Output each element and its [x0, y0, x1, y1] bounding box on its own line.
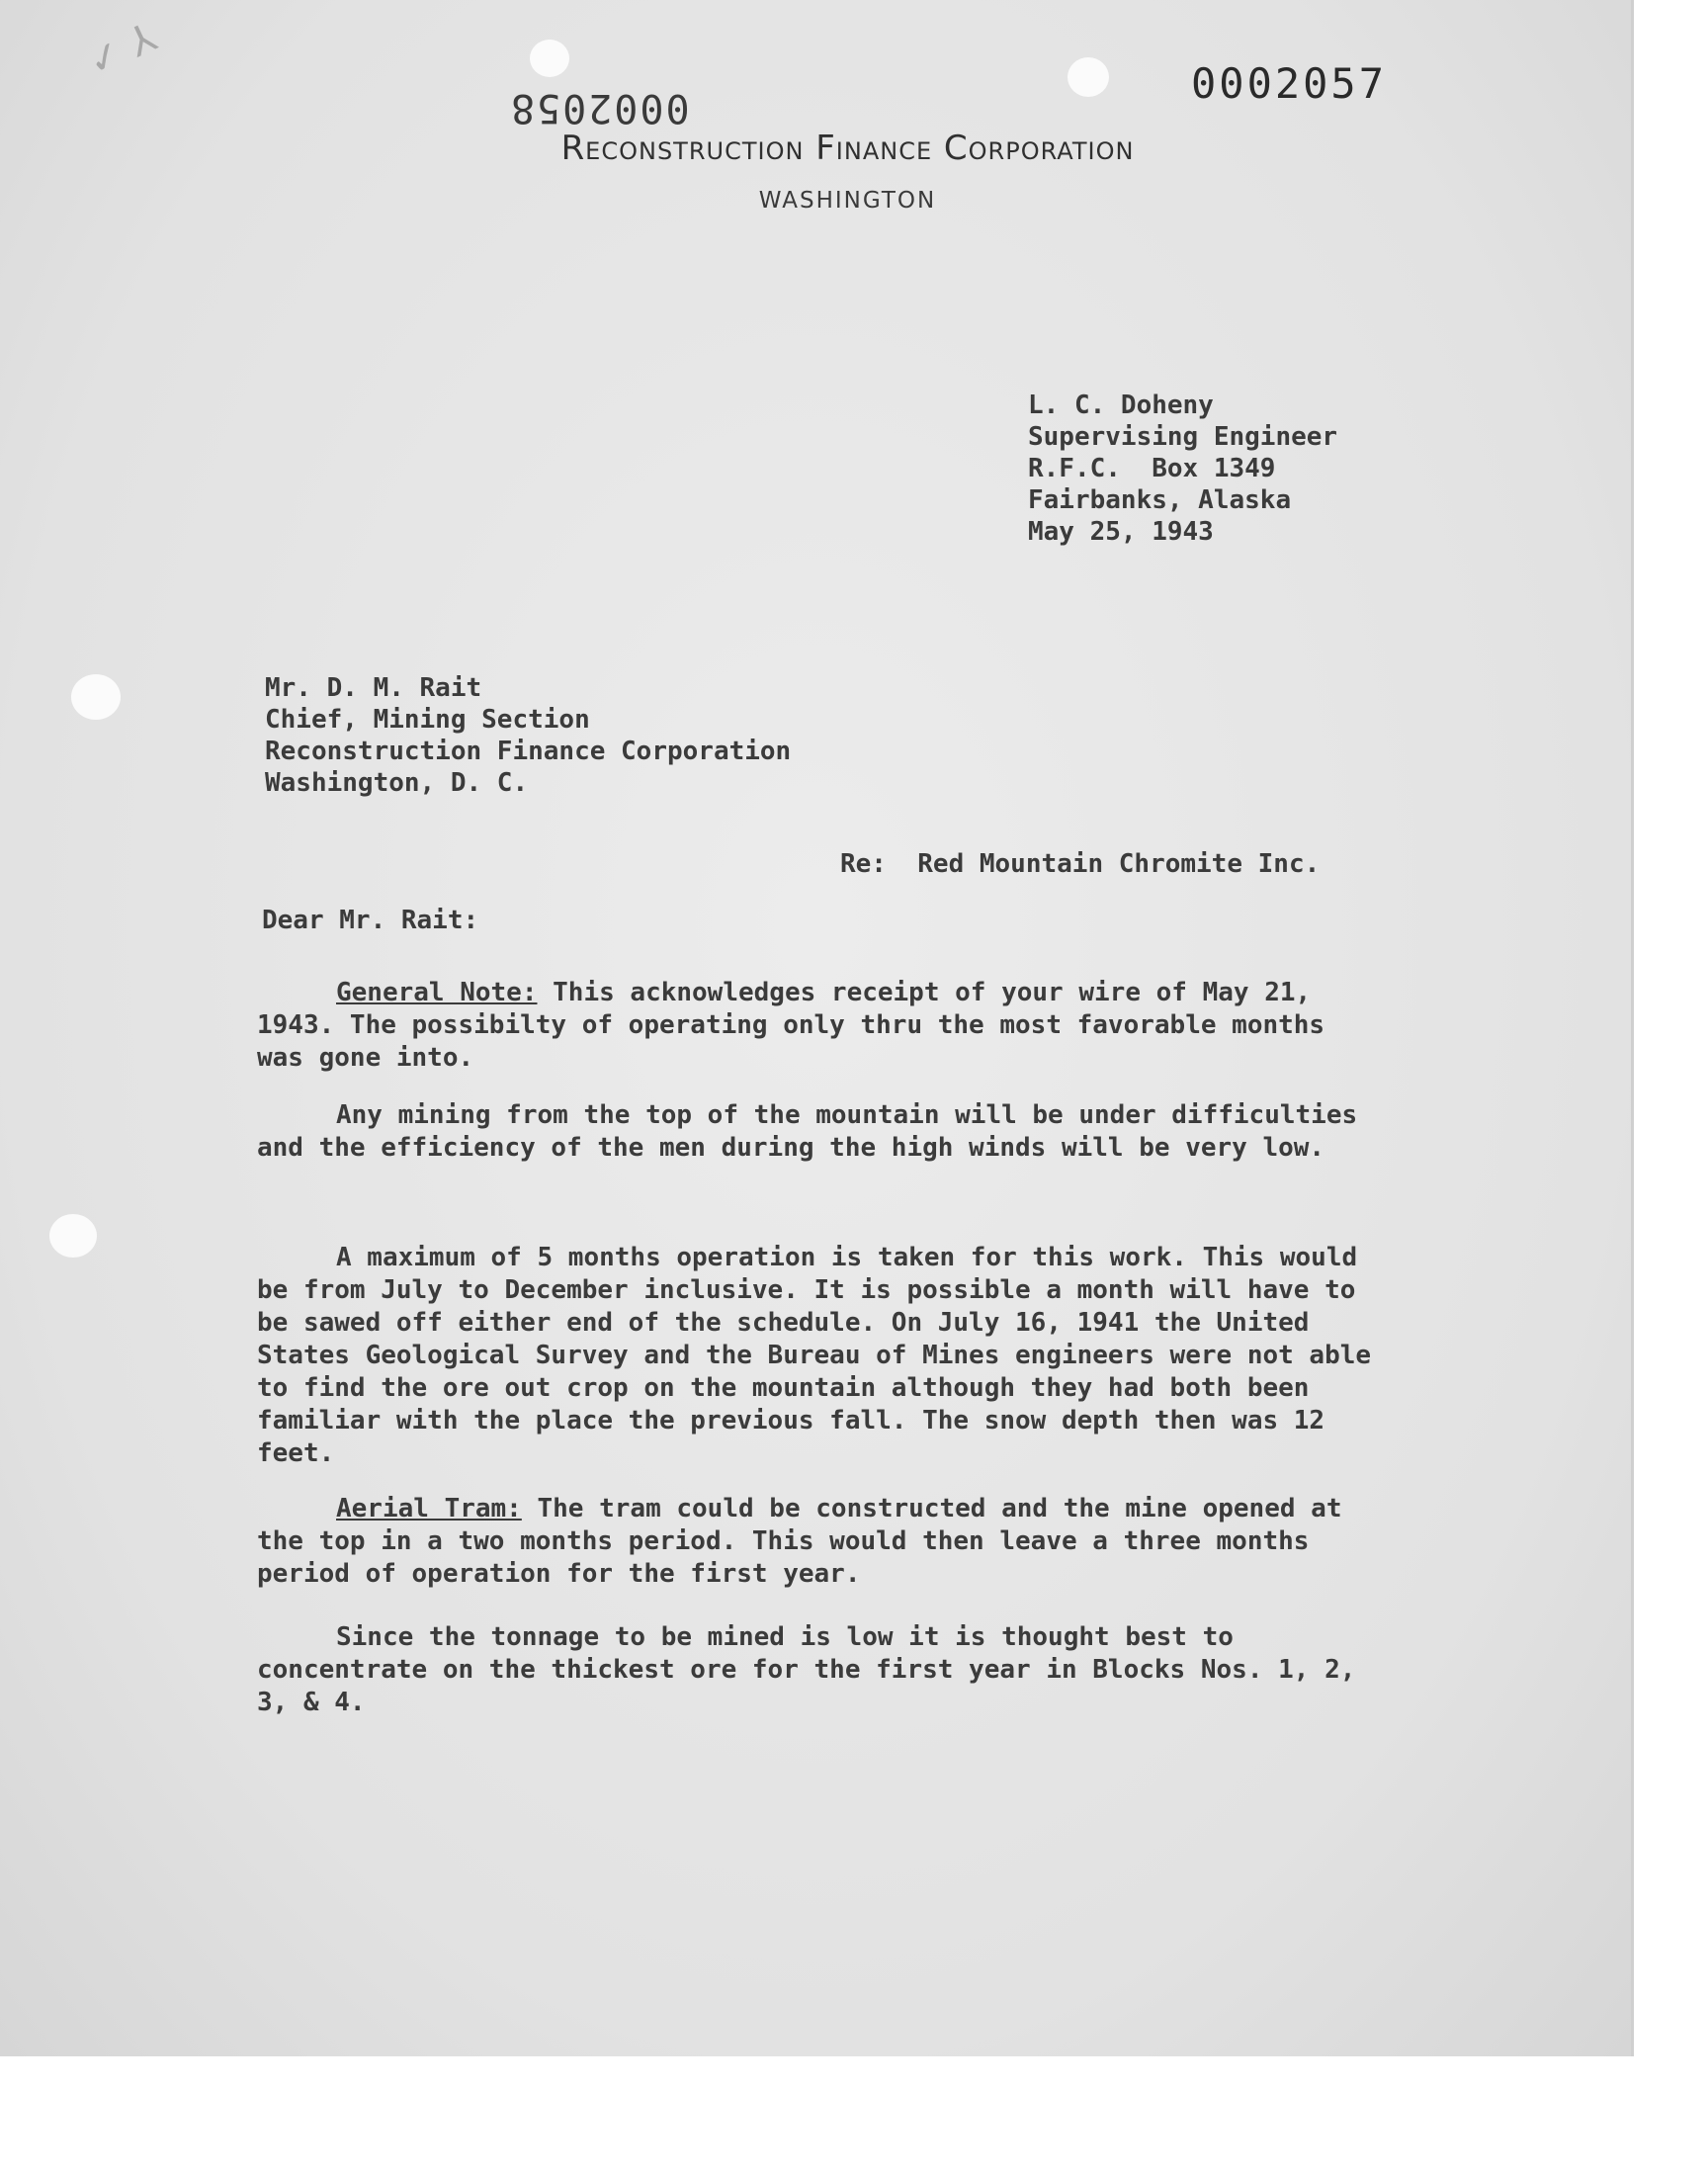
- punch-hole-left-upper: [71, 674, 121, 720]
- paragraph-aerial-tram: [257, 1493, 1374, 1591]
- paragraph-text: This acknowledges receipt of your wire of May 21, 1943. The possibilty of operating only thru the most favorable months was gone into.: [257, 978, 1325, 1073]
- recipient-block: [265, 672, 791, 799]
- paragraph-mining-difficulties: [257, 1099, 1374, 1165]
- section-heading-general-note: General Note:: [336, 978, 538, 1007]
- sender-block: [1028, 390, 1337, 548]
- reference-line: Re: Red Mountain Chromite Inc.: [840, 849, 1321, 879]
- letter-date: May 25, 1943: [1028, 517, 1214, 547]
- document-number-stamp: 0002057: [1191, 59, 1388, 108]
- paragraph-text: The tram could be constructed and the mine opened at the top in a two months period. This would then leave a three months period of operation for the first year.: [257, 1494, 1342, 1589]
- handwritten-mark: ✓ ⅄: [80, 15, 164, 86]
- punch-hole-left-lower: [49, 1214, 97, 1258]
- punch-hole-top-right: [1068, 57, 1109, 97]
- mirrored-number-stamp: 0002058: [509, 85, 690, 130]
- sender-name: L. C. Doheny: [1028, 391, 1214, 420]
- paragraph-tonnage: [257, 1621, 1374, 1719]
- sender-box: R.F.C. Box 1349: [1028, 454, 1276, 483]
- recipient-title: Chief, Mining Section: [265, 705, 590, 735]
- letterhead-city: WASHINGTON: [758, 188, 937, 214]
- punch-hole-top-left: [530, 40, 569, 77]
- paragraph-text: A maximum of 5 months operation is taken for this work. This would be from July to December inclusive. It is possible a month will have to be sawed off either end of the schedule. On July 16, 1941 the United States Geological Survey and the Bureau of Mines engineers were not able to find the ore out crop on the mountain although they had both been familiar with the place the previous fall. The snow depth then was 12 feet.: [257, 1243, 1372, 1468]
- paragraph-general-note: [257, 977, 1374, 1075]
- recipient-name: Mr. D. M. Rait: [265, 673, 482, 703]
- section-heading-aerial-tram: Aerial Tram:: [336, 1494, 522, 1523]
- sender-city: Fairbanks, Alaska: [1028, 485, 1292, 515]
- salutation: Dear Mr. Rait:: [262, 906, 479, 935]
- sender-title: Supervising Engineer: [1028, 422, 1338, 452]
- paragraph-text: Since the tonnage to be mined is low it is thought best to concentrate on the thickest ore for the first year in Blocks Nos. 1, 2, 3, & 4.: [257, 1622, 1356, 1717]
- paragraph-text: Any mining from the top of the mountain will be under difficulties and the efficiency of the men during the high winds will be very low.: [257, 1100, 1358, 1163]
- recipient-organization: Reconstruction Finance Corporation: [265, 737, 792, 766]
- recipient-city: Washington, D. C.: [265, 768, 529, 798]
- letterhead-organization: Reconstruction Finance Corporation: [560, 129, 1135, 168]
- paragraph-operation-schedule: [257, 1242, 1374, 1470]
